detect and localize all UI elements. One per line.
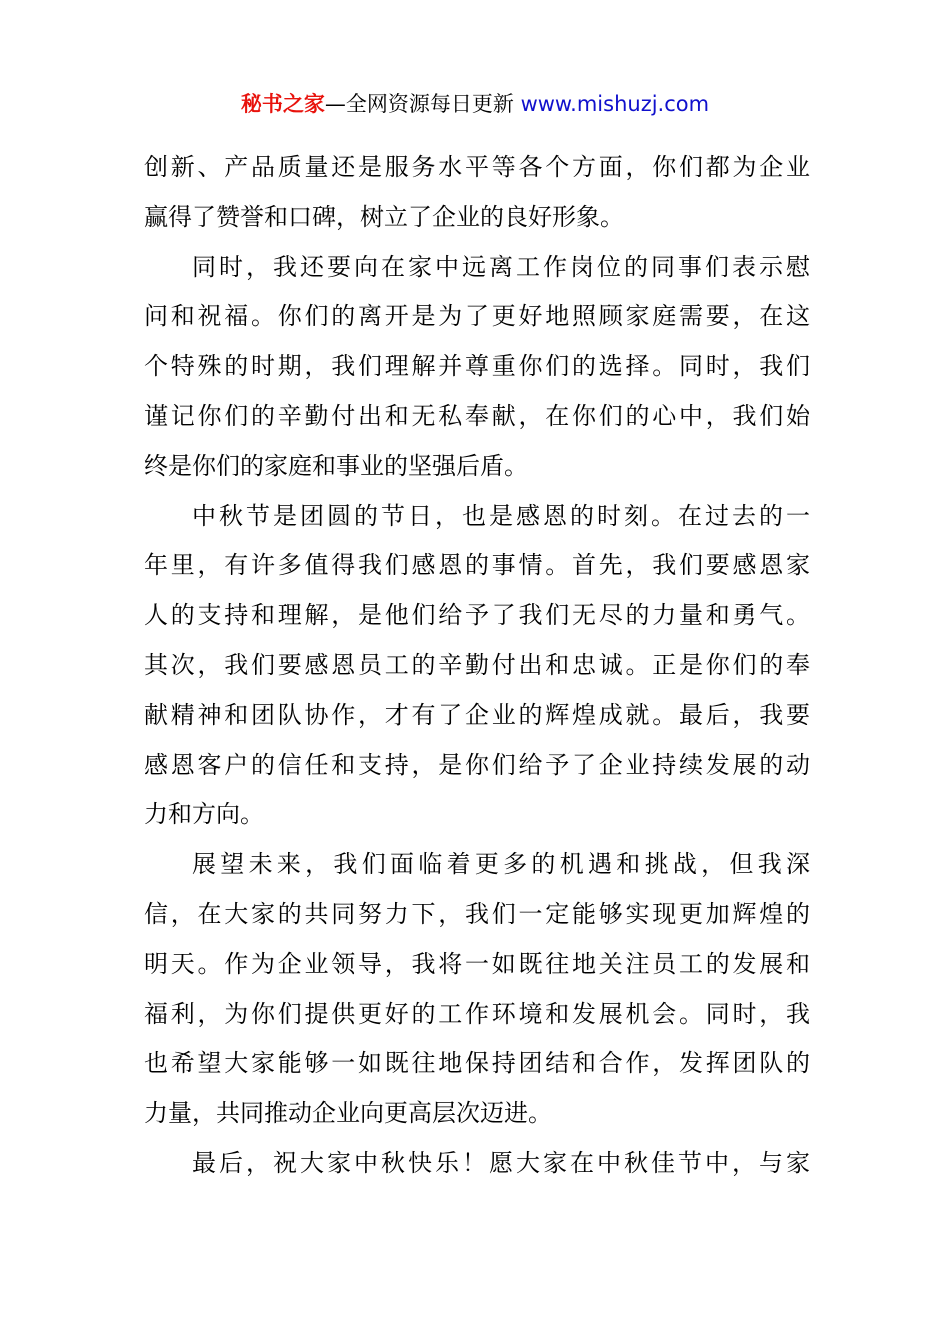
document-body [144, 143, 810, 1189]
paragraph-start-line: 展望未来，我们面临着更多的机遇和挑战，但我深 [192, 850, 810, 879]
text-line: 也希望大家能够一如既往地保持团结和合作，发挥团队的 [144, 1049, 810, 1078]
text-line: 献精神和团队协作，才有了企业的辉煌成就。最后，我要 [144, 700, 810, 729]
site-url[interactable]: www.mishuzj.com [520, 92, 710, 116]
text-line: 福利，为你们提供更好的工作环境和发展机会。同时，我 [144, 999, 810, 1028]
text-line: 赢得了赞誉和口碑，树立了企业的良好形象。 [144, 202, 624, 231]
text-line: 年里，有许多值得我们感恩的事情。首先，我们要感恩家 [144, 551, 810, 580]
paragraph-start-line: 最后，祝大家中秋快乐！愿大家在中秋佳节中，与家 [192, 1148, 810, 1177]
text-line: 问和祝福。你们的离开是为了更好地照顾家庭需要，在这 [144, 302, 810, 331]
text-line: 创新、产品质量还是服务水平等各个方面，你们都为企业 [144, 153, 810, 181]
text-line: 其次，我们要感恩员工的辛勤付出和忠诚。正是你们的奉 [144, 650, 810, 679]
text-line: 力和方向。 [144, 800, 264, 829]
paragraph-start-line: 同时，我还要向在家中远离工作岗位的同事们表示慰 [192, 252, 810, 281]
text-line: 个特殊的时期，我们理解并尊重你们的选择。同时，我们 [144, 352, 810, 381]
site-tagline: —全网资源每日更新 [324, 92, 521, 116]
text-line: 人的支持和理解，是他们给予了我们无尽的力量和勇气。 [144, 601, 810, 630]
text-line: 感恩客户的信任和支持，是你们给予了企业持续发展的动 [144, 750, 810, 779]
page-header [0, 88, 950, 120]
text-line: 终是你们的家庭和事业的坚强后盾。 [144, 451, 528, 480]
text-line: 信，在大家的共同努力下，我们一定能够实现更加辉煌的 [144, 899, 810, 928]
text-line: 力量，共同推动企业向更高层次迈进。 [144, 1099, 552, 1128]
paragraph-start-line: 中秋节是团圆的节日，也是感恩的时刻。在过去的一 [192, 501, 810, 530]
text-line: 明天。作为企业领导，我将一如既往地关注员工的发展和 [144, 949, 810, 978]
site-brand: 秘书之家 [240, 92, 325, 116]
text-line: 谨记你们的辛勤付出和无私奉献，在你们的心中，我们始 [144, 401, 810, 430]
